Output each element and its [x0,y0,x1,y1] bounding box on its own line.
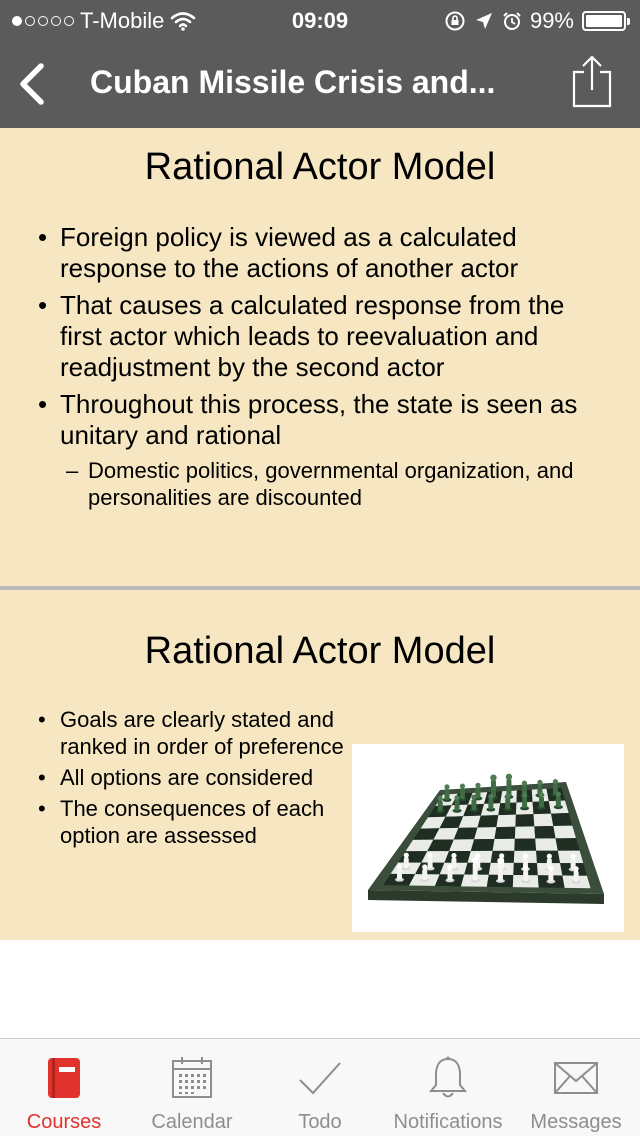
back-button[interactable] [10,58,54,110]
chess-board-image [352,744,624,932]
status-bar [0,0,640,40]
tab-todo[interactable] [256,1039,384,1136]
tab-messages[interactable] [512,1039,640,1136]
status-time: 09:09 [291,8,349,33]
chevron-left-icon [17,62,47,106]
calendar-icon [167,1053,217,1103]
bullet-item: • Foreign policy is viewed as a calculated response to the actions of another actor [38,222,608,284]
notebook-icon [39,1053,89,1103]
bell-icon [423,1053,473,1103]
bullet-item: • The consequences of each option are assessed [38,795,358,849]
tab-label: Courses [26,1111,102,1133]
battery-icon [582,11,626,31]
tab-courses[interactable] [0,1039,128,1136]
tab-label: Notifications [393,1111,503,1133]
slide-2 [0,590,640,940]
bullet-item: • Goals are clearly stated and ranked in order of preference [38,706,358,760]
navigation-bar [0,40,640,128]
app-header [0,0,640,128]
bullet-item: • All options are considered [38,764,358,791]
slide-1 [0,128,640,586]
page-title: Cuban Missile Crisis and... [90,64,496,100]
slide-title: Rational Actor Model [144,146,496,188]
envelope-icon [551,1053,601,1103]
alarm-clock-icon [502,11,522,31]
sub-bullet-item: – Domestic politics, governmental organization, and personalities are discounted [38,457,608,511]
share-icon [568,54,616,110]
slide-bullet-list [38,706,358,853]
carrier-name: T-Mobile [80,8,165,33]
bullet-item: • Throughout this process, the state is seen as unitary and rational [38,389,608,451]
slide-title: Rational Actor Model [144,630,496,672]
checkmark-icon [295,1053,345,1103]
slide-bullet-list [38,222,608,517]
rotation-lock-icon [444,10,466,32]
tab-calendar[interactable] [128,1039,256,1136]
tab-notifications[interactable] [384,1039,512,1136]
bullet-item: • That causes a calculated response from the first actor which leads to reevaluation and readjustment by the second actor [38,290,608,383]
location-arrow-icon [474,11,494,31]
tab-bar [0,1038,640,1136]
tab-label: Calendar [151,1111,233,1133]
status-right [444,8,626,34]
battery-percentage: 99% [529,8,574,33]
tab-label: Todo [298,1111,342,1133]
tab-label: Messages [530,1111,622,1133]
share-button[interactable] [568,54,616,110]
